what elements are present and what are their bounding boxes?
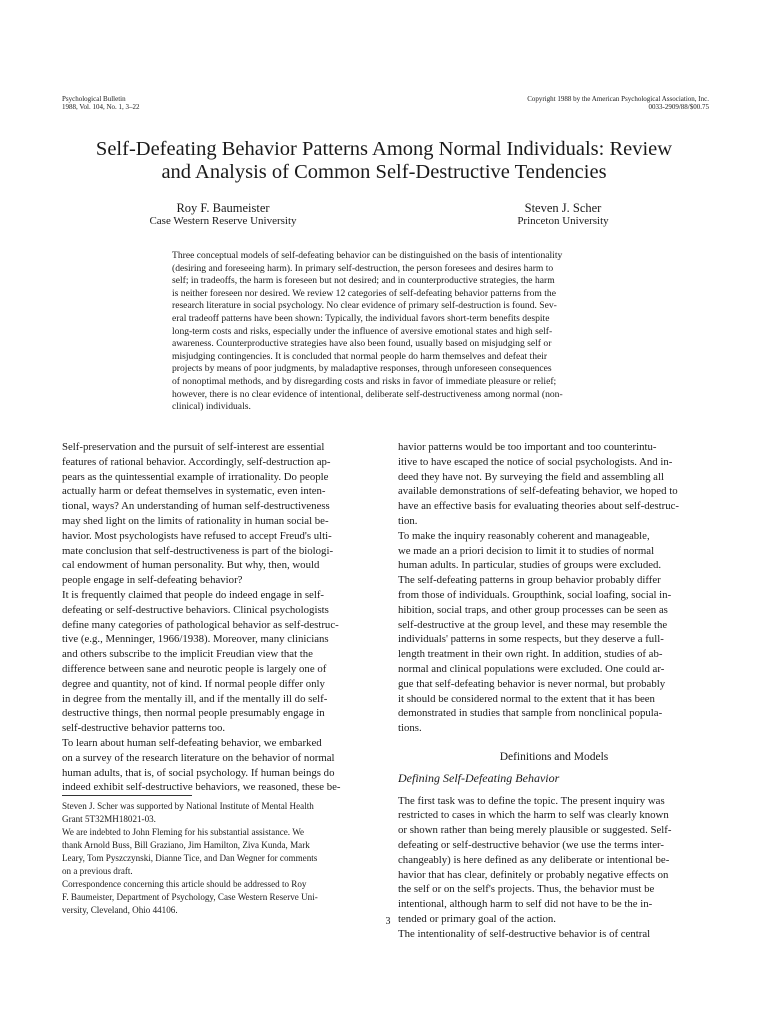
journal-name: Psychological Bulletin	[62, 95, 126, 103]
text-line: normal and clinical populations were excluded. One could ar-	[398, 662, 665, 675]
text-line: intentional, although harm to self did not have to be the in-	[398, 898, 653, 911]
text-line: indeed exhibit self-destructive behaviors, we reasoned, these be-	[62, 781, 341, 794]
text-line: It is frequently claimed that people do indeed engage in self-	[62, 588, 325, 601]
text-line: havior. Most psychologists have refused to accept Freud's ulti-	[62, 529, 332, 542]
copyright-line: Copyright 1988 by the American Psychological Association, Inc.	[527, 95, 709, 103]
abstract-line: eral tradeoff patterns have been shown: Typically, the individual favors short-term benefits despite	[172, 312, 550, 324]
text-line: people engage in self-defeating behavior?	[62, 574, 243, 587]
footnote-line: versity, Cleveland, Ohio 44106.	[62, 905, 178, 915]
text-line: demonstrated in studies that sample from nonclinical popula-	[398, 707, 663, 720]
footnote-line: We are indebted to John Fleming for his substantial assistance. We	[62, 827, 305, 837]
abstract-line: of nonoptimal methods, and by disregarding costs and risks in favor of immediate pleasure or relief;	[172, 375, 557, 387]
text-line: define many categories of pathological behavior as self-destruc-	[62, 618, 339, 631]
text-line: degree and quantity, not of kind. If normal people differ only	[62, 677, 325, 690]
author-block-2	[470, 201, 656, 228]
text-line: The first task was to define the topic. The present inquiry was	[398, 794, 665, 807]
footnote-line: thank Arnold Buss, Bill Graziano, Jim Hamilton, Ziva Kunda, Mark	[62, 840, 310, 850]
text-line: have an effective basis for evaluating theories about self-destruc-	[398, 500, 680, 513]
footnote-line: F. Baumeister, Department of Psychology, Case Western Reserve Uni-	[62, 892, 318, 902]
footnotes	[62, 800, 380, 917]
article-code: 0033-2909/88/$00.75	[648, 103, 709, 111]
text-line: itive to have escaped the notice of social psychologists. And in-	[398, 455, 673, 468]
text-line: cal endowment of human personality. But why, then, would	[62, 559, 320, 572]
abstract-line: long-term costs and risks, especially under the influence of aversive emotional states and high self-	[172, 325, 553, 337]
copyright-header	[527, 95, 709, 111]
abstract-line: however, there is no clear evidence of intentional, deliberate self-destructiveness among normal (non-	[172, 388, 563, 400]
author-affiliation: Princeton University	[517, 215, 609, 227]
subsection-heading: Defining Self-Defeating Behavior	[398, 770, 560, 785]
right-column-text-2	[398, 794, 710, 942]
author-affiliation: Case Western Reserve University	[149, 215, 297, 227]
footnote-line: Leary, Tom Pyszczynski, Dianne Tice, and Dan Wegner for comments	[62, 853, 318, 863]
text-line: self-destructive at the group level, and these may resemble the	[398, 618, 668, 631]
abstract-line: projects by means of poor judgments, by maladaptive responses, through unforeseen consequences	[172, 363, 552, 375]
text-line: tion.	[398, 514, 418, 527]
abstract-line: misjudging contingencies. It is concluded that normal people do harm themselves and defeat their	[172, 350, 548, 362]
text-line: features of rational behavior. Accordingly, self-destruction ap-	[62, 455, 331, 468]
abstract-line: (desiring and foreseeing harm). In primary self-destruction, the person foresees and desires harm to	[172, 262, 554, 274]
text-line: and others subscribe to the implicit Freudian view that the	[62, 648, 313, 661]
text-line: changeably) is here defined as any deliberate or intentional be-	[398, 853, 670, 866]
text-line: restricted to cases in which the harm to self was clearly known	[398, 809, 669, 822]
abstract-line: clinical) individuals.	[172, 401, 251, 413]
left-column	[62, 440, 380, 795]
abstract-line: Three conceptual models of self-defeating behavior can be distinguished on the basis of intentionality	[172, 250, 563, 261]
title-line-1: Self-Defeating Behavior Patterns Among Normal Individuals: Review	[95, 138, 673, 160]
text-line: Self-preservation and the pursuit of self-interest are essential	[62, 441, 325, 453]
text-line: we made an a priori decision to limit it to studies of normal	[398, 544, 655, 557]
text-line: available demonstrations of self-defeating behavior, we hoped to	[398, 485, 678, 498]
text-line: tive (e.g., Menninger, 1966/1938). Moreover, many clinicians	[62, 633, 329, 646]
article-title	[60, 138, 708, 184]
text-line: gue that self-defeating behavior is never normal, but probably	[398, 677, 666, 690]
author-block-1	[128, 201, 318, 228]
text-line: tended or primary goal of the action.	[398, 912, 556, 925]
text-line: on a survey of the research literature on the behavior of normal	[62, 751, 335, 764]
title-line-2: and Analysis of Common Self-Destructive Tendencies	[161, 161, 607, 183]
right-column	[398, 440, 710, 942]
text-line: tional, ways? An understanding of human self-destructiveness	[62, 500, 330, 513]
text-line: from those of individuals. Groupthink, social loafing, social in-	[398, 588, 672, 601]
footnote-rule	[62, 795, 192, 796]
right-column-text	[398, 440, 710, 736]
text-line: deed they have not. By surveying the field and assembling all	[398, 470, 664, 483]
text-line: self-destructive behavior patterns too.	[62, 722, 226, 735]
text-line: The intentionality of self-destructive behavior is of central	[398, 927, 651, 940]
footnote-line: Steven J. Scher was supported by National Institute of Mental Health	[62, 801, 314, 811]
journal-header	[62, 95, 140, 111]
text-line: in degree from the mentally ill, and if the mentally ill do self-	[62, 692, 328, 705]
text-line: human adults. In particular, studies of groups were excluded.	[398, 559, 662, 572]
text-line: pears as the quintessential example of irrationality. Do people	[62, 470, 329, 483]
text-line: destructive things, then normal people presumably engage in	[62, 707, 325, 720]
text-line: havior patterns would be too important and too counterintu-	[398, 441, 657, 453]
text-line: actually harm or defeat themselves in systematic, even inten-	[62, 485, 326, 498]
abstract-line: research literature in social psychology. No clear evidence of primary self-destruction is found. Sev-	[172, 300, 557, 312]
text-line: difference between sane and neurotic people is largely one of	[62, 662, 327, 675]
text-line: the self or on the self's projects. Thus, the behavior must be	[398, 883, 655, 896]
text-line: human adults, that is, of social psychology. If human beings do	[62, 766, 335, 779]
text-line: individuals' patterns in some respects, but they deserve a full-	[398, 633, 664, 646]
abstract	[172, 250, 604, 414]
section-heading: Definitions and Models	[499, 750, 609, 763]
text-line: or shown rather than being merely plausible or suggested. Self-	[398, 824, 672, 837]
text-line: tions.	[398, 722, 422, 735]
text-line: havior that has clear, definitely or probably negative effects on	[398, 868, 669, 881]
text-line: To make the inquiry reasonably coherent and manageable,	[398, 529, 650, 542]
text-line: may shed light on the limits of rationality in human social be-	[62, 514, 329, 527]
abstract-line: self; in tradeoffs, the harm is foreseen but not desired; and in counterproductive strategies, the harm	[172, 275, 555, 287]
abstract-line: awareness. Counterproductive strategies have also been found, usually based on misjudging self or	[172, 338, 552, 350]
left-column-text	[62, 440, 380, 795]
text-line: defeating or self-destructive behavior (we use the terms inter-	[398, 838, 664, 851]
page-number: 3	[385, 916, 391, 927]
text-line: hibition, social traps, and other group processes can be seen as	[398, 603, 668, 616]
author-name: Steven J. Scher	[524, 201, 602, 215]
text-line: The self-defeating patterns in group behavior probably differ	[398, 574, 661, 587]
author-name: Roy F. Baumeister	[176, 201, 270, 215]
text-line: mate conclusion that self-destructiveness is part of the biologi-	[62, 544, 334, 557]
journal-volume: 1988, Vol. 104, No. 1, 3–22	[62, 103, 140, 111]
text-line: To learn about human self-defeating behavior, we embarked	[62, 736, 322, 749]
text-line: length treatment in their own right. In addition, studies of ab-	[398, 648, 663, 661]
footnote-line: Correspondence concerning this article should be addressed to Roy	[62, 879, 307, 889]
footnote-line: on a previous draft.	[62, 866, 133, 876]
text-line: it should be considered normal to the extent that it has been	[398, 692, 655, 705]
text-line: defeating or self-destructive behaviors. Clinical psychologists	[62, 603, 329, 616]
footnote-line: Grant 5T32MH18021-03.	[62, 814, 156, 824]
abstract-line: is neither foreseen nor desired. We review 12 categories of self-defeating behavior patterns from the	[172, 287, 556, 299]
